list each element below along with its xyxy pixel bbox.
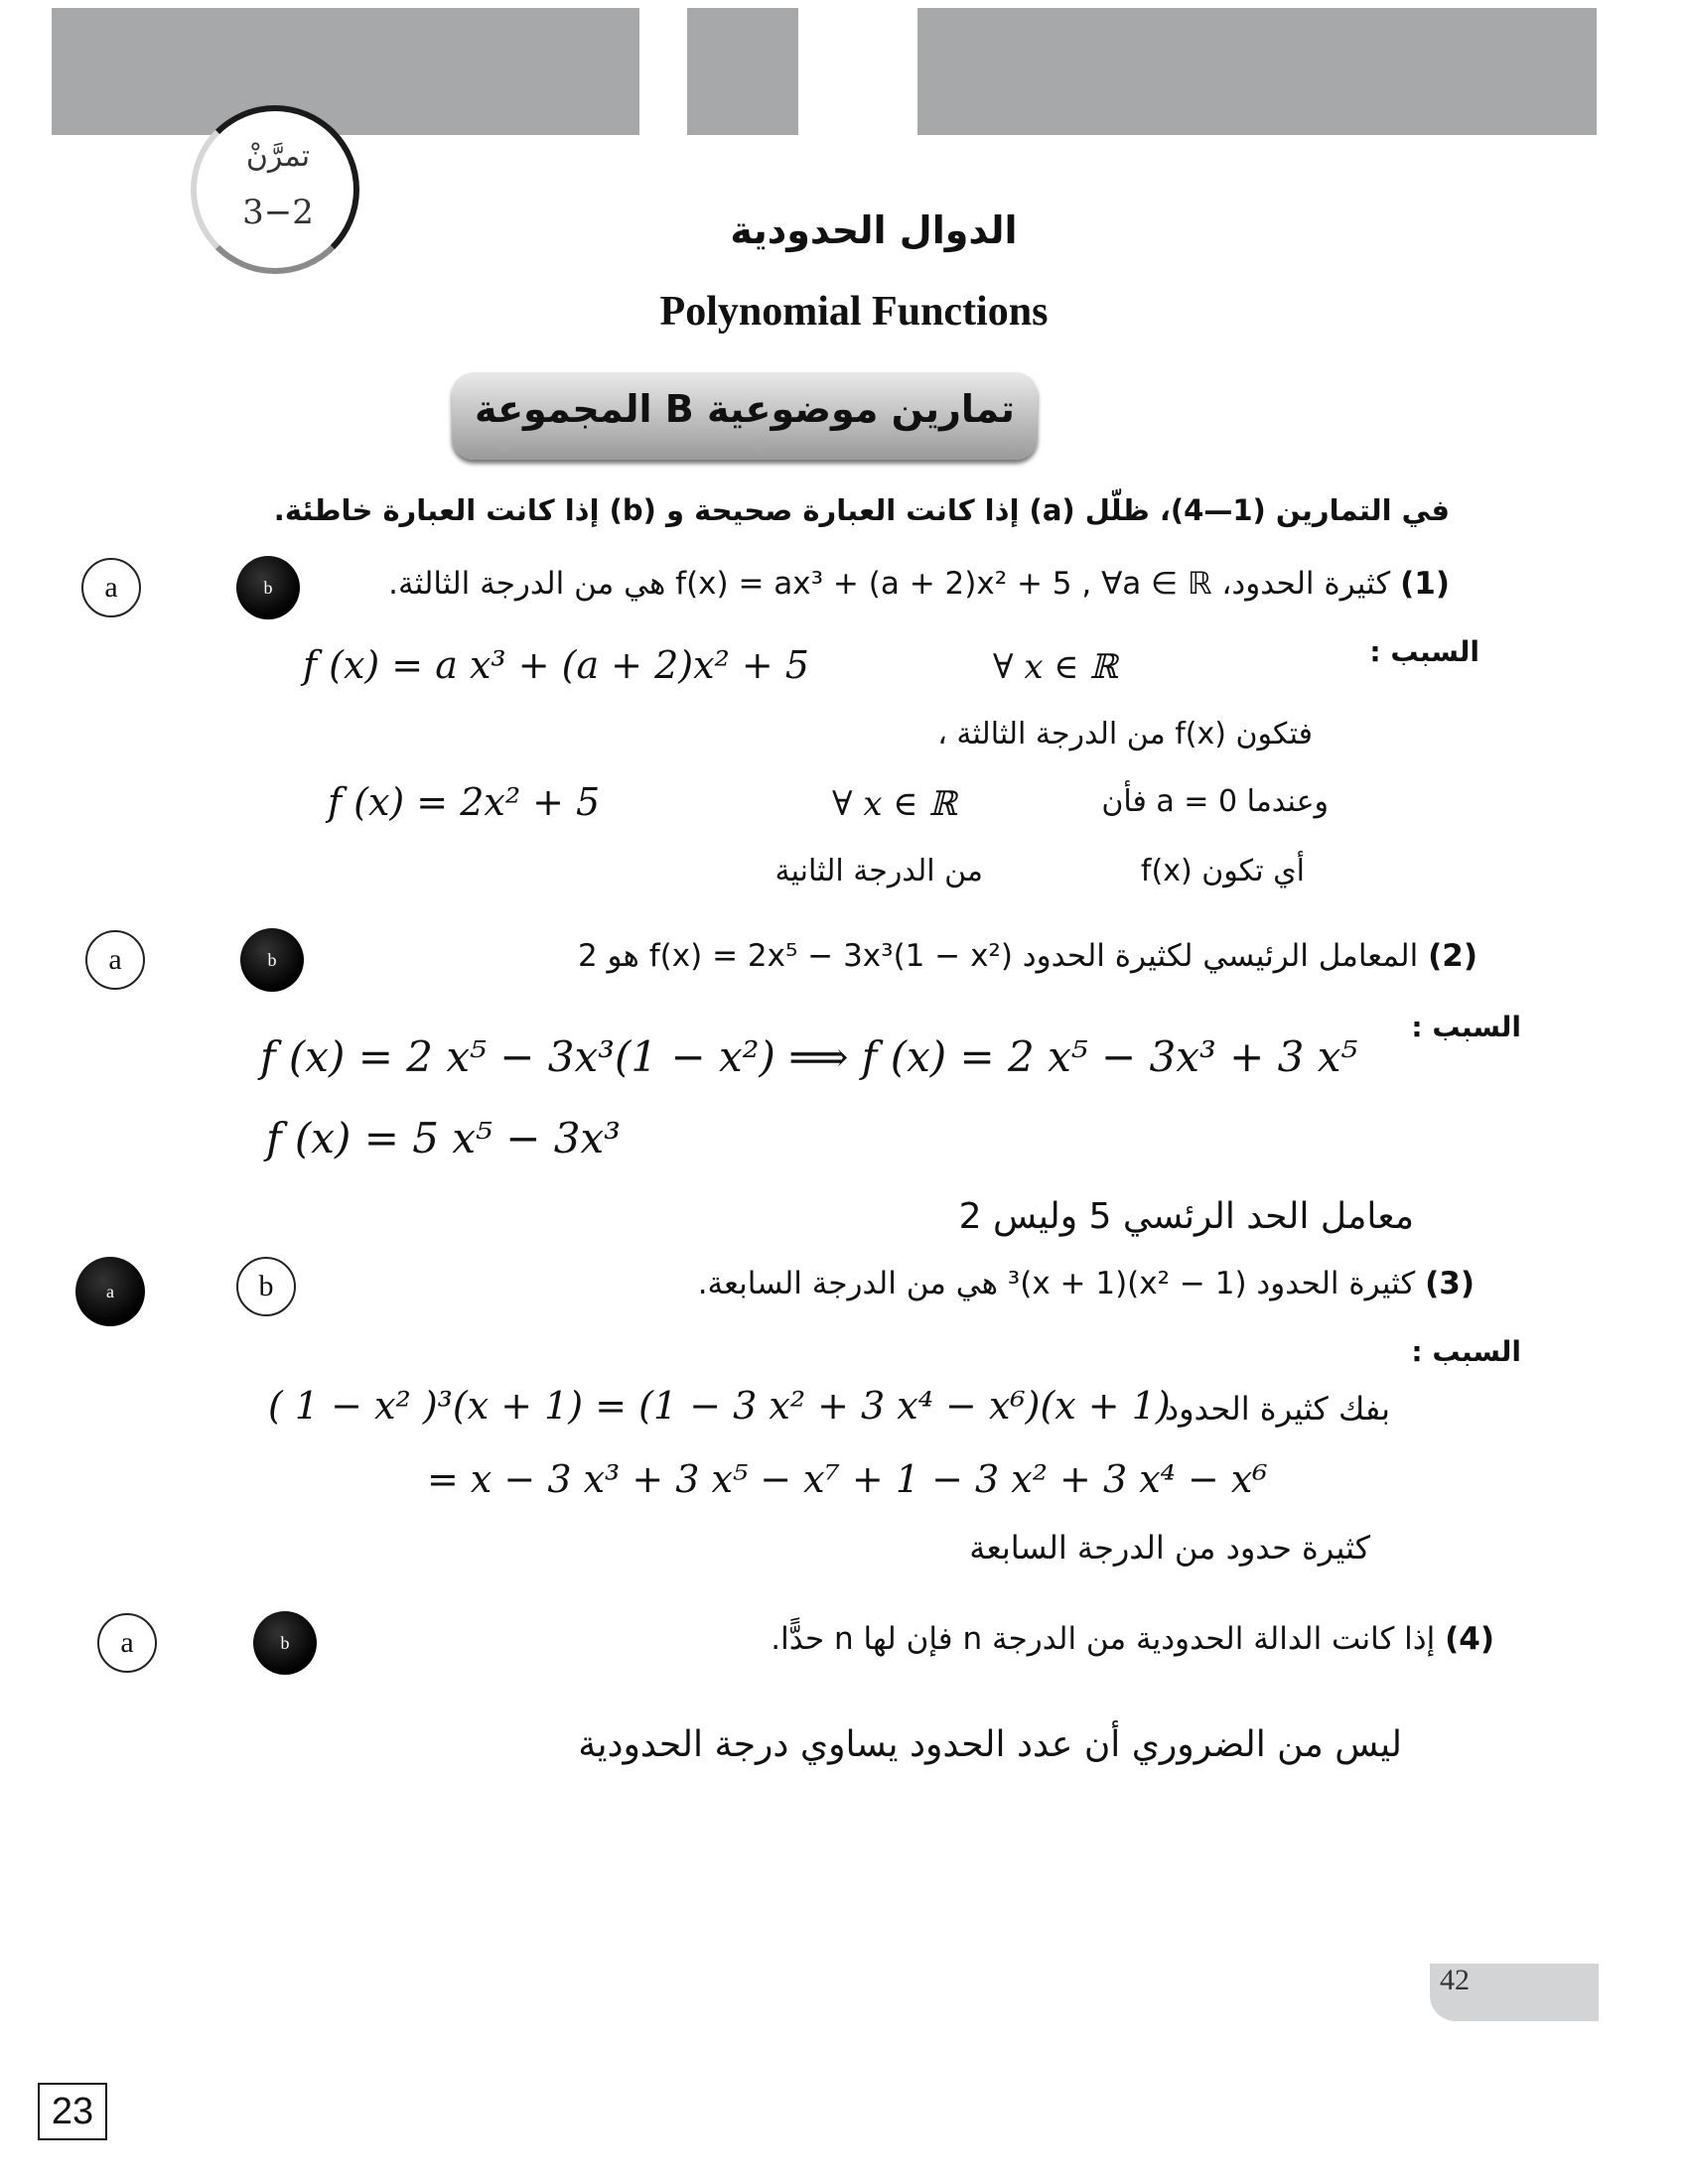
q4-statement bbox=[402, 1621, 1494, 1657]
q3-equation-2: = x − 3 x³ + 3 x⁵ − x⁷ + 1 − 3 x² + 3 x⁴ − x⁶ bbox=[427, 1457, 1268, 1501]
q3-conclusion: كثيرة حدود من الدرجة السابعة bbox=[969, 1529, 1370, 1567]
q3-text: كثيرة الحدود (1 − x²)³(x + 1) هي من الدرجة السابعة. bbox=[697, 1266, 1416, 1301]
q1-text: كثيرة الحدود، f(x) = ax³ + (a + 2)x² + 5 , ∀a ∈ ℝ هي من الدرجة الثالثة. bbox=[388, 566, 1391, 602]
q2-equation-2: f (x) = 5 x⁵ − 3x³ bbox=[266, 1114, 621, 1162]
q1-when-text: وعندما a = 0 فأن bbox=[1101, 784, 1329, 819]
q4-answer: ليس من الضروري أن عدد الحدود يساوي درجة الحدودية bbox=[578, 1724, 1402, 1765]
q4-text: إذا كانت الدالة الحدودية من الدرجة n فإن لها n حدًّا. bbox=[771, 1621, 1436, 1657]
q2-equation-1: f (x) = 2 x⁵ − 3x³(1 − x²) ⟹ f (x) = 2 x⁵ − 3x³ + 3 x⁵ bbox=[260, 1032, 1358, 1081]
q2-choice-a[interactable]: a bbox=[85, 930, 145, 990]
sheet-number: 23 bbox=[38, 2083, 107, 2140]
q3-statement bbox=[382, 1266, 1475, 1301]
q1-number: (1) bbox=[1400, 566, 1450, 602]
badge-word: تمرَّنْ bbox=[245, 139, 311, 174]
exercise-badge bbox=[191, 105, 359, 274]
q3-reason-label: السبب : bbox=[1411, 1335, 1521, 1368]
q1-note-2b: من الدرجة الثانية bbox=[774, 854, 983, 888]
page-number: 42 bbox=[1440, 1964, 1470, 1996]
q1-note-1: فتكون f(x) من الدرجة الثالثة ، bbox=[937, 717, 1313, 751]
q4-choice-b-shaded[interactable]: b bbox=[253, 1611, 317, 1675]
page-title-arabic: الدوال الحدودية bbox=[730, 208, 1018, 252]
instructions: في التمارين (1—4)، ظلّل (a) إذا كانت العبارة صحيحة و (b) إذا كانت العبارة خاطئة. bbox=[273, 493, 1450, 527]
q4-choice-a[interactable]: a bbox=[97, 1613, 157, 1673]
q1-statement bbox=[357, 566, 1450, 602]
header-bar-left bbox=[52, 8, 639, 135]
q2-reason-label: السبب : bbox=[1411, 1011, 1521, 1043]
q1-equation-1-condition: ∀ x ∈ ℝ bbox=[993, 647, 1118, 687]
q4-number: (4) bbox=[1445, 1621, 1494, 1657]
q1-choice-b-shaded[interactable]: b bbox=[236, 556, 300, 619]
q1-equation-2-condition: ∀ x ∈ ℝ bbox=[832, 784, 957, 824]
page-title-english: Polynomial Functions bbox=[659, 289, 1049, 335]
badge-number: 3−2 bbox=[242, 193, 314, 232]
q3-equation-1: ( 1 − x² )³(x + 1) = (1 − 3 x² + 3 x⁴ − x⁶)(x + 1) bbox=[268, 1384, 1171, 1428]
header-bar-right bbox=[917, 8, 1597, 135]
q1-reason-label: السبب : bbox=[1369, 635, 1479, 668]
q2-choice-b-shaded[interactable]: b bbox=[240, 928, 304, 992]
q2-text: المعامل الرئيسي لكثيرة الحدود f(x) = 2x⁵ − 3x³(1 − x²) هو 2 bbox=[577, 938, 1419, 974]
q2-conclusion: معامل الحد الرئسي 5 وليس 2 bbox=[958, 1196, 1414, 1237]
q3-expand-label: بفك كثيرة الحدود bbox=[1164, 1390, 1390, 1428]
q1-choice-a[interactable]: a bbox=[81, 558, 141, 617]
q1-note-2a: أي تكون f(x) bbox=[1140, 854, 1305, 888]
q3-choice-b[interactable]: b bbox=[236, 1257, 296, 1316]
q1-equation-2: f (x) = 2x² + 5 bbox=[328, 780, 601, 824]
group-label: المجموعة B تمارين موضوعية bbox=[475, 387, 1015, 431]
q3-number: (3) bbox=[1425, 1266, 1475, 1301]
q2-number: (2) bbox=[1428, 938, 1477, 974]
header-bar-middle bbox=[687, 8, 798, 135]
q2-statement bbox=[385, 938, 1477, 974]
q3-choice-a-shaded[interactable]: a bbox=[75, 1257, 145, 1326]
q1-equation-1: f (x) = a x³ + (a + 2)x² + 5 bbox=[303, 643, 809, 687]
